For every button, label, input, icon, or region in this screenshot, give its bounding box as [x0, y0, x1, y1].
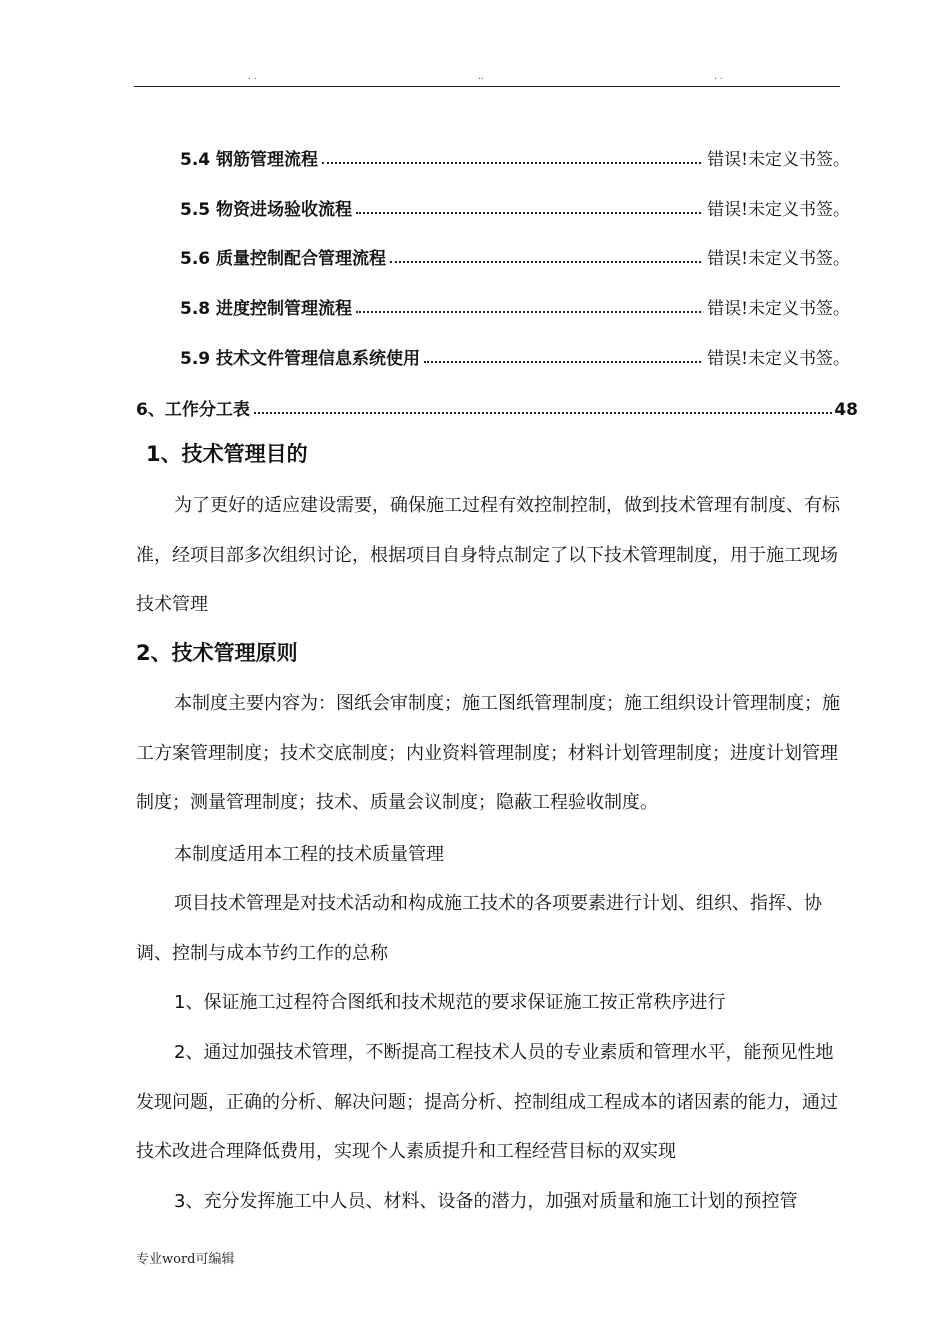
toc-leader	[390, 261, 701, 263]
toc-entry-page: 错误!未定义书签。	[707, 249, 850, 269]
toc-entry-title: 5.6 质量控制配合管理流程	[180, 249, 387, 269]
toc-entry-page: 错误!未定义书签。	[707, 299, 850, 319]
section-heading: 2、技术管理原则	[136, 641, 298, 665]
header-rule	[134, 86, 840, 87]
page-header	[134, 70, 840, 86]
toc-entry[interactable]	[180, 142, 850, 170]
toc-entry[interactable]	[180, 341, 850, 369]
toc-leader	[424, 361, 701, 363]
toc-entry-title: 5.4 钢筋管理流程	[180, 150, 319, 170]
toc-entry-page: 48	[834, 400, 858, 420]
toc-entry-title: 5.9 技术文件管理信息系统使用	[180, 349, 421, 369]
toc-leader	[356, 212, 701, 214]
toc-leader	[322, 162, 701, 164]
toc-entry-page: 错误!未定义书签。	[707, 150, 850, 170]
toc-leader	[356, 311, 701, 313]
header-mark: ..	[478, 72, 484, 82]
paragraph-text: 项目技术管理是对技术活动和构成施工技术的各项要素进行计划、组织、指挥、协调、控制与成本节约工作的总称	[136, 893, 822, 964]
paragraph-text: 为了更好的适应建设需要，确保施工过程有效控制控制，做到技术管理有制度、有标准，经项目部多次组织讨论，根据项目自身特点制定了以下技术管理制度，用于施工现场技术管理	[136, 495, 840, 615]
paragraph-text: 3、充分发挥施工中人员、材料、设备的潜力，加强对质量和施工计划的预控管	[174, 1191, 798, 1212]
paragraph-text: 本制度适用本工程的技术质量管理	[174, 844, 444, 865]
paragraph	[136, 830, 842, 880]
header-mark: . .	[714, 72, 723, 82]
paragraph-text: 1、保证施工过程符合图纸和技术规范的要求保证施工按正常秩序进行	[174, 992, 726, 1013]
toc-main-entry[interactable]	[136, 392, 858, 420]
toc-entry-title: 5.8 进度控制管理流程	[180, 299, 353, 319]
toc-entry[interactable]	[180, 291, 850, 319]
header-mark: . .	[248, 72, 257, 82]
toc-entry[interactable]	[180, 241, 850, 269]
paragraph-text: 本制度主要内容为：图纸会审制度；施工图纸管理制度；施工组织设计管理制度；施工方案管理制度；技术交底制度；内业资料管理制度；材料计划管理制度；进度计划管理制度；测量管理制度；技术、质量会议制度；隐蔽工程验收制度。	[136, 693, 840, 813]
toc-entry-page: 错误!未定义书签。	[707, 200, 850, 220]
toc-leader	[254, 412, 832, 414]
paragraph-text: 2、通过加强技术管理，不断提高工程技术人员的专业素质和管理水平，能预见性地发现问题，正确的分析、解决问题；提高分析、控制组成工程成本的诸因素的能力，通过技术改进合理降低费用，实现个人素质提升和工程经营目标的双实现	[136, 1042, 838, 1162]
paragraph	[136, 978, 842, 1028]
toc-entry-title: 6、工作分工表	[136, 400, 250, 420]
toc-entry-title: 5.5 物资进场验收流程	[180, 200, 353, 220]
section-heading: 1、技术管理目的	[146, 442, 308, 466]
paragraph	[136, 679, 842, 828]
page-footer: 专业word可编辑	[136, 1252, 235, 1267]
paragraph	[136, 879, 842, 978]
toc-entry[interactable]	[180, 192, 850, 220]
paragraph	[136, 1177, 842, 1227]
paragraph	[136, 1028, 842, 1177]
toc-entry-page: 错误!未定义书签。	[707, 349, 850, 369]
paragraph	[136, 481, 842, 630]
